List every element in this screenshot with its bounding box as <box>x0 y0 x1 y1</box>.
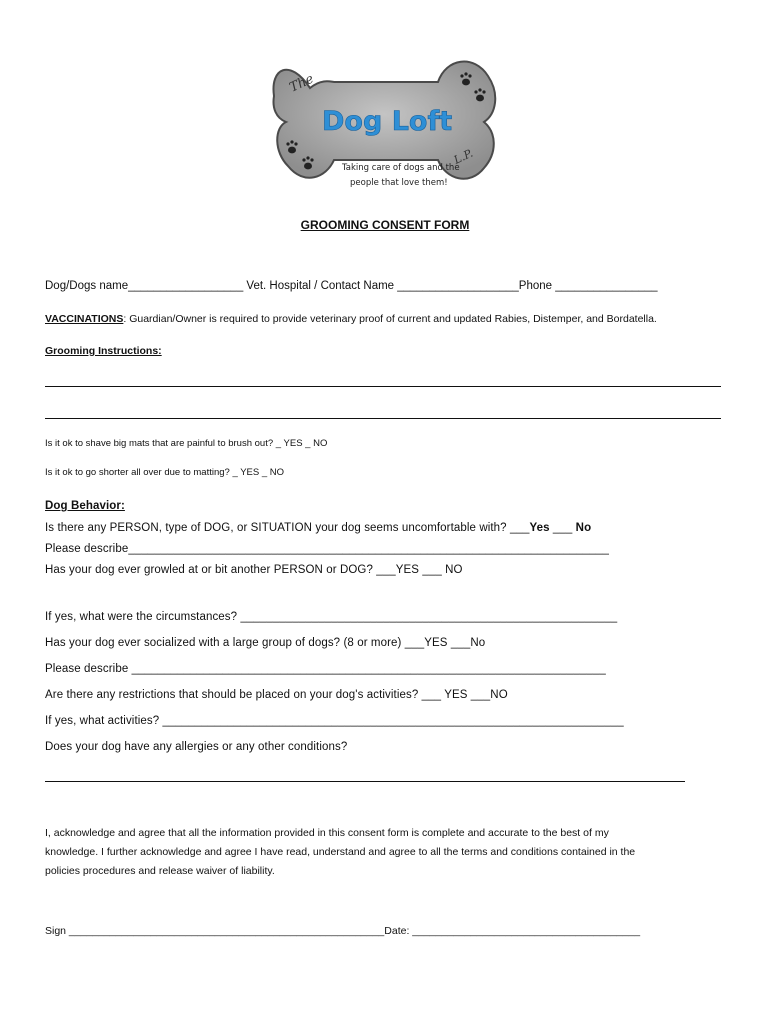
uncomfortable-separator: ___ <box>549 522 576 534</box>
form-title: GROOMING CONSENT FORM <box>300 218 470 232</box>
logo-lp-text: L.P. <box>451 146 475 167</box>
allergies-answer-line[interactable] <box>45 781 685 782</box>
grooming-instructions-line-1[interactable] <box>45 386 721 387</box>
activities-field[interactable]: If yes, what activities? _______________________________________________________________________ <box>45 715 624 727</box>
sign-date-line[interactable]: Sign ______________________________________________________Date: _______________________________________ <box>45 925 641 937</box>
restrictions-question[interactable]: Are there any restrictions that should be placed on your dog's activities? ___ YES ___NO <box>45 689 508 701</box>
dog-loft-logo <box>270 48 502 194</box>
vaccinations-statement <box>45 313 657 325</box>
acknowledgement-line-3: policies procedures and release waiver of liability. <box>45 865 275 877</box>
growled-question[interactable]: Has your dog ever growled at or bit another PERSON or DOG? ___YES ___ NO <box>45 564 463 576</box>
vaccinations-text: : Guardian/Owner is required to provide veterinary proof of current and updated Rabies, Distemper, and Bordatella. <box>123 313 657 325</box>
vaccinations-label: VACCINATIONS <box>45 313 124 325</box>
logo-tagline-line1: Taking care of dogs and the <box>342 163 460 173</box>
shave-mats-question[interactable]: Is it ok to shave big mats that are painful to brush out? _ YES _ NO <box>45 438 328 449</box>
grooming-instructions-line-2[interactable] <box>45 418 721 419</box>
please-describe-field-1[interactable]: Please describe__________________________________________________________________________ <box>45 543 610 555</box>
uncomfortable-no-option[interactable]: No <box>575 522 592 534</box>
grooming-instructions-heading: Grooming Instructions: <box>45 345 162 357</box>
logo-tagline-line2: people that love them! <box>350 178 448 188</box>
logo-brand-text: Dog Loft <box>322 106 453 137</box>
go-shorter-question[interactable]: Is it ok to go shorter all over due to matting? _ YES _ NO <box>45 467 285 478</box>
socialized-question[interactable]: Has your dog ever socialized with a large group of dogs? (8 or more) ___YES ___No <box>45 637 486 649</box>
circumstances-field[interactable]: If yes, what were the circumstances? __________________________________________________________ <box>45 611 618 623</box>
dog-name-vet-phone-line[interactable]: Dog/Dogs name__________________ Vet. Hospital / Contact Name ___________________Phone ________________ <box>45 280 658 292</box>
please-describe-field-2[interactable]: Please describe _________________________________________________________________________ <box>45 663 606 675</box>
logo-the-text: The <box>287 71 317 96</box>
acknowledgement-line-1: I, acknowledge and agree that all the information provided in this consent form is complete and accurate to the best of my <box>45 827 609 839</box>
uncomfortable-question[interactable] <box>45 522 591 534</box>
dog-behavior-heading: Dog Behavior: <box>45 500 125 512</box>
acknowledgement-line-2: knowledge. I further acknowledge and agree I have read, understand and agree to all the terms and conditions contained in the <box>45 846 636 858</box>
uncomfortable-question-text: Is there any PERSON, type of DOG, or SITUATION your dog seems uncomfortable with? ___ <box>45 522 530 534</box>
allergies-question: Does your dog have any allergies or any other conditions? <box>45 741 348 753</box>
bone-logo-graphic <box>270 48 502 194</box>
uncomfortable-yes-option[interactable]: Yes <box>529 522 550 534</box>
